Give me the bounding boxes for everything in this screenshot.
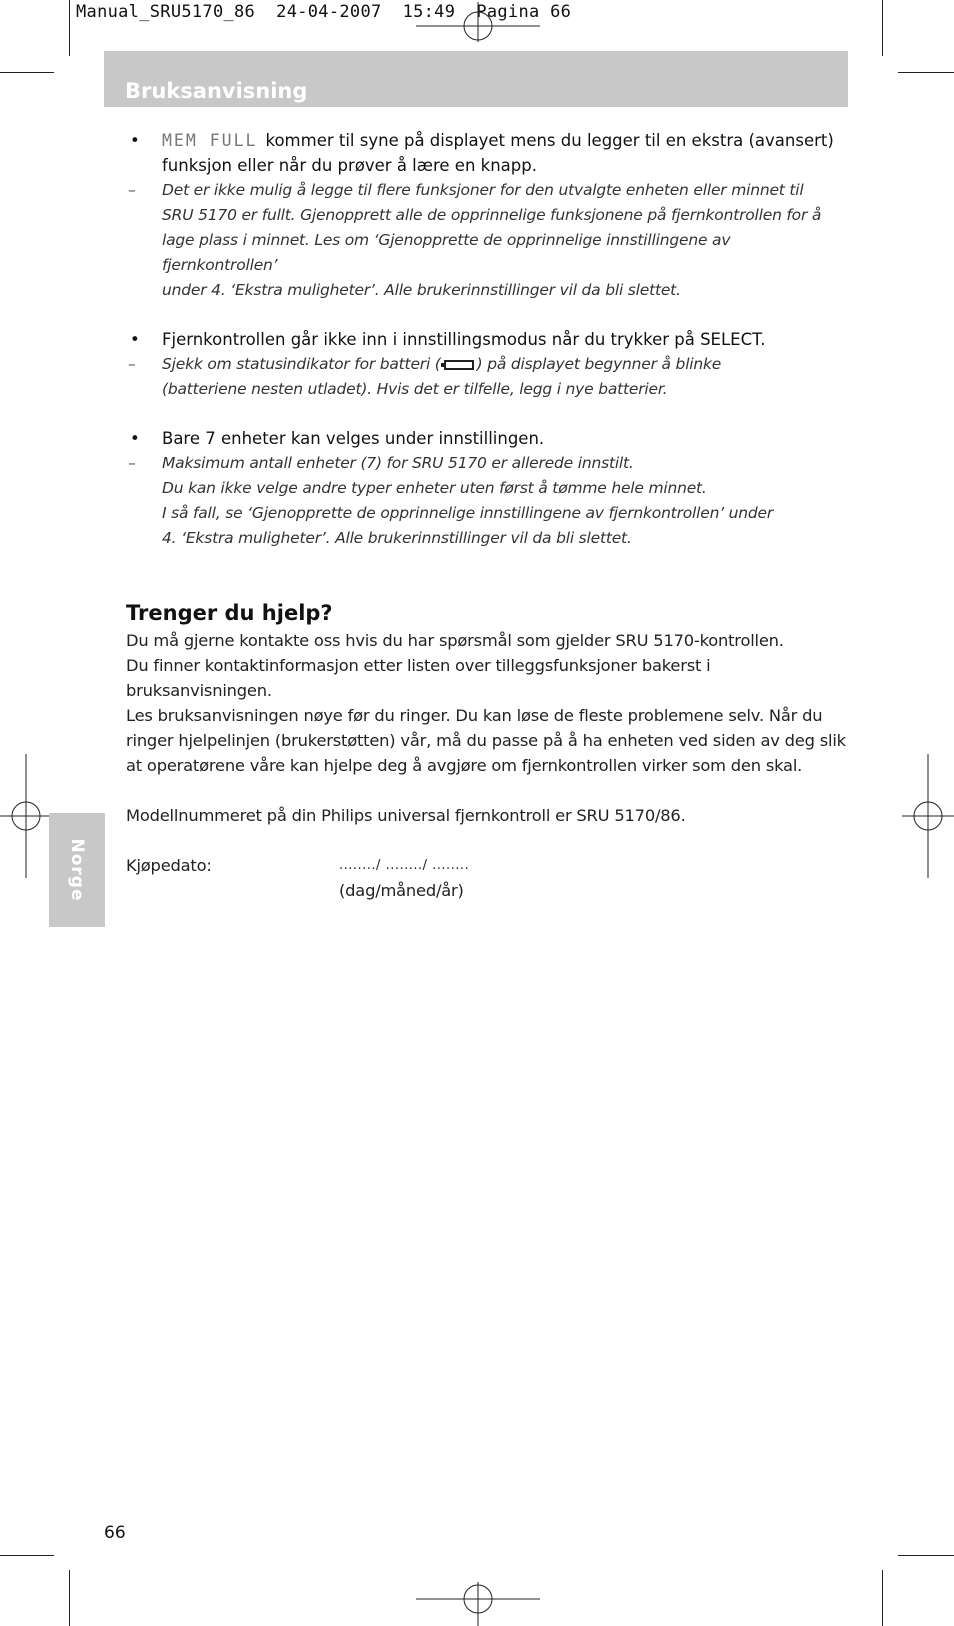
problem-text: • Bare 7 enheter kan velges under innstillingen.: [162, 426, 846, 451]
battery-icon: [444, 360, 474, 370]
problem-text: • MEM FULL kommer til syne på displayet mens du legger til en ekstra (avansert) funksjon eller når du prøver å lære en knapp.: [162, 128, 846, 178]
registration-mark-top: [416, 2, 540, 42]
problem-text: • Fjernkontrollen går ikke inn i innstillingsmodus når du trykker på SELECT.: [162, 327, 846, 352]
model-number-text: Modellnummeret på din Philips universal fjernkontroll er SRU 5170/86.: [126, 806, 686, 825]
print-slug: Manual_SRU5170_86 24-04-2007 15:49 Pagina 66: [76, 2, 572, 22]
registration-mark-right: [902, 754, 954, 878]
help-paragraph: Du må gjerne kontakte oss hvis du har spørsmål som gjelder SRU 5170-kontrollen. Du finner kontaktinformasjon etter listen over tilleggsfunksjoner bakerst i bruksanvisningen. Les bruksanvisningen nøye før du ringer. Du kan løse de fleste problemene selv. Når du ringer hjelpelinjen (brukerstøtten) vår, må du passe på å ha enheten ved siden av deg slik at operatørene våre kan hjelpe deg å avgjøre om fjernkontrollen virker som den skal.: [126, 631, 846, 775]
list-item: [126, 426, 846, 551]
registration-mark-left: [0, 754, 52, 878]
help-section: [126, 598, 846, 903]
section-header-bar: [104, 51, 848, 107]
solution-text: – Maksimum antall enheter (7) for SRU 5170 er allerede innstilt. Du kan ikke velge andre typer enheter uten først å tømme hele minnet. I så fall, se ‘Gjenopprette de opprinnelige innstillingene av fjernkontrollen’ under 4. ‘Ekstra muligheter’. Alle brukerinnstillinger vil da bli slettet.: [162, 451, 846, 551]
list-item: [126, 128, 846, 303]
purchase-date: [126, 853, 846, 903]
solution-text: – Sjekk om statusindikator for batteri ( ) på displayet begynner å blinke (batteriene nesten utladet). Hvis det er tilfelle, legg i nye batterier.: [162, 352, 846, 402]
page-number: 66: [104, 1523, 126, 1543]
help-title: Trenger du hjelp?: [126, 601, 333, 625]
list-item: [126, 327, 846, 402]
section-header-title: Bruksanvisning: [125, 79, 308, 103]
purchase-date-format: (dag/måned/år): [339, 881, 464, 900]
solution-text: – Det er ikke mulig å legge til flere funksjoner for den utvalgte enheten eller minnet til SRU 5170 er fullt. Gjenopprett alle de opprinnelige funksjonene på fjernkontrollen for å lage plass i minnet. Les om ‘Gjenopprette de opprinnelige innstillingene av fjernkontrollen’ under 4. ‘Ekstra muligheter’. Alle brukerinnstillinger vil da bli slettet.: [162, 178, 846, 303]
language-side-tab: [49, 813, 105, 927]
lcd-display-text: MEM FULL: [162, 131, 258, 150]
purchase-date-label: Kjøpedato:: [126, 856, 212, 875]
help-body: [126, 628, 846, 903]
registration-mark-bottom: [416, 1582, 540, 1626]
purchase-date-field: ......../ ......../ ........: [339, 858, 470, 873]
troubleshooting-list: [126, 128, 846, 551]
language-label: Norge: [67, 838, 87, 902]
